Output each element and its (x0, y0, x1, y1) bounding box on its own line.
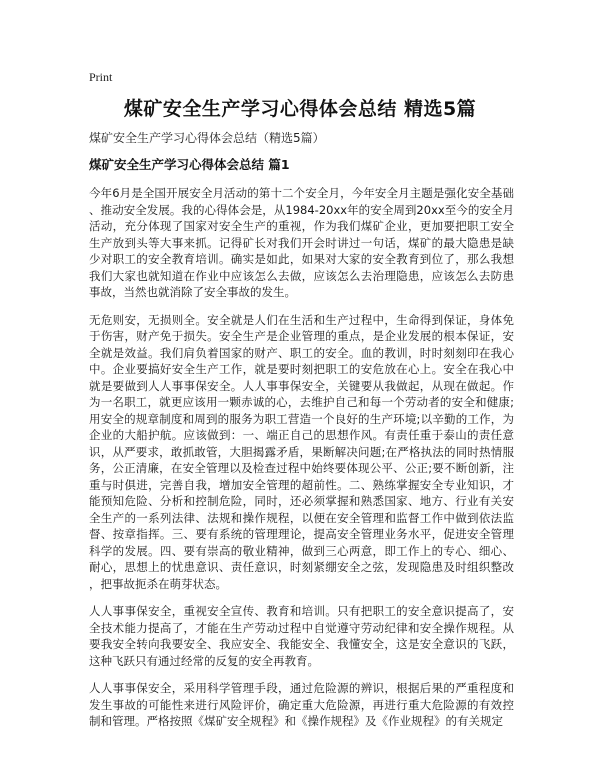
document-subtitle: 煤矿安全生产学习心得体会总结（精选5篇） (89, 131, 325, 145)
body-paragraph: 今年6月是全国开展安全月活动的第十二个安全月，今年安全月主题是强化安全基础、推动安全发展。我的心得体会是，从1984-20xx年的安全周到20xx至今的安全月活动，充分体现了国家对安全生产的重视，作为我们煤矿企业，更加要把职工安全生产放到头等大事来抓。记得矿长对我们开会时讲过一句话，煤矿的最大隐患是缺少对职工的安全教育培训。确实是如此，如果对大家的安全教育到位了，那么我想我们大家也就知道在作业中应该怎么去做，应该怎么去治理隐患，应该怎么去防患事故，当然也就消除了安全事故的发生。 (89, 186, 514, 299)
section-heading: 煤矿安全生产学习心得体会总结 篇1 (89, 157, 290, 172)
body-paragraph: 无危则安，无损则全。安全就是人们在生活和生产过程中，生命得到保证，身体免于伤害，财产免于损失。安全生产是企业管理的重点，是企业发展的根本保证，安全就是效益。我们肩负着国家的财产、职工的安全。血的教训，时时刻刻印在我心中。企业要搞好安全生产工作，就是要时刻把职工的安危放在心上。安全在我心中就是要做到人人事事保安全。人人事事保安全，关键要从我做起，从现在做起。作为一名职工，就更应该用一颗赤诚的心，去维护自己和每一个劳动者的安全和健康;用安全的规章制度和周到的服务为职工营造一个良好的生产环境;以辛勤的工作，为企业的大船护航。应该做到：一、端正自己的思想作风。有责任重于泰山的责任意识，从严要求，敢抓敢管，大胆揭露矛盾，果断解决问题;在严格执法的同时热情服务，公正清廉，在安全管理以及检查过程中始终要体现公平、公正;要不断创新，注重与时俱进，完善自我，增加安全管理的超前性。二、熟练掌握安全专业知识，才能预知危险、分析和控制危险，同时，还必须掌握和熟悉国家、地方、行业有关安全生产的一系列法律、法规和操作规程，以便在安全管理和监督工作中做到依法监督、按章指挥。三、要有系统的管理理论，提高安全管理业务水平，促进安全管理科学的发展。四、要有崇高的敬业精神，做到三心两意，即工作上的专心、细心、耐心，思想上的忧患意识、责任意识，时刻紧绷安全之弦，发现隐患及时组织整改，把事故扼杀在萌芽状态。 (89, 312, 514, 591)
body-paragraph: 人人事事保安全，重视安全宣传、教育和培训。只有把职工的安全意识提高了，安全技术能力提高了，才能在生产劳动过程中自觉遵守劳动纪律和安全操作规程。从要我安全转向我要安全、我应安全、我能安全、我懂安全，这是安全意识的飞跃，这种飞跃只有通过经常的反复的安全再教育。 (89, 604, 514, 668)
document-body (89, 185, 514, 741)
print-label: Print (89, 70, 113, 84)
body-paragraph: 人人事事保安全，采用科学管理手段，通过危险源的辨识，根据后果的严重程度和发生事故的可能性来进行风险评价，确定重大危险源，再进行重大危险源的有效控制和管理。严格按照《煤矿安全规程》和《操作规程》及《作业规程》的有关规定 (89, 681, 514, 728)
page-title: 煤矿安全生产学习心得体会总结 精选5篇 (123, 98, 477, 120)
